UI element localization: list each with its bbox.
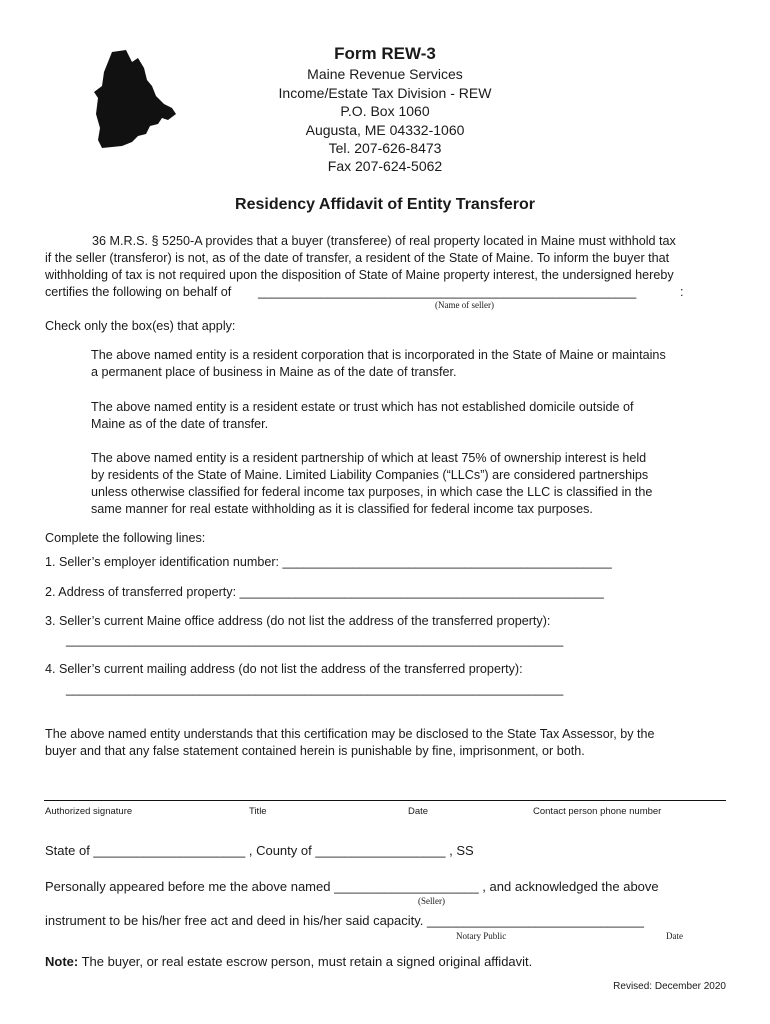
- signature-line[interactable]: [44, 800, 726, 801]
- agency-division: Income/Estate Tax Division - REW: [278, 85, 492, 101]
- option-partnership-line-4: same manner for real estate withholding as it is classified for federal income tax purposes.: [91, 502, 593, 516]
- option-corporation-line-1[interactable]: The above named entity is a resident corporation that is incorporated in the State of Maine or maintains: [91, 348, 666, 362]
- option-estate-line-2: Maine as of the date of transfer.: [91, 417, 269, 431]
- title-label: Title: [249, 806, 267, 817]
- office-address-field[interactable]: _______________________________________________________________________: [66, 633, 564, 647]
- mailing-address-field[interactable]: _______________________________________________________________________: [66, 682, 564, 696]
- note: [45, 954, 532, 969]
- intro-certify-text: certifies the following on behalf of: [45, 285, 232, 299]
- option-estate-line-1[interactable]: The above named entity is a resident estate or trust which has not established domicile outside of: [91, 400, 634, 414]
- agency-phone: Tel. 207-626-8473: [328, 140, 442, 156]
- notary-public-caption: Notary Public: [456, 931, 507, 941]
- agency-fax: Fax 207-624-5062: [327, 158, 443, 174]
- date-label: Date: [408, 806, 429, 817]
- intro-colon: :: [680, 285, 684, 299]
- mailing-address-label: 4. Seller’s current mailing address (do not list the address of the transferred property):: [45, 662, 523, 676]
- seller-name-caption: (Name of seller): [435, 300, 494, 310]
- agency-city: Augusta, ME 04332-1060: [305, 122, 465, 138]
- option-partnership-line-3: unless otherwise classified for federal income tax purposes, in which case the LLC is classified in the: [91, 485, 653, 499]
- check-prompt: Check only the box(es) that apply:: [45, 319, 236, 333]
- seller-name-field[interactable]: ______________________________________________________: [258, 285, 637, 299]
- state-county-line[interactable]: State of _____________________ , County of __________________ , SS: [45, 843, 474, 858]
- revised-date: Revised: December 2020: [613, 981, 726, 992]
- disclosure-line-2: buyer and that any false statement contained herein is punishable by fine, imprisonment, or both.: [45, 744, 585, 758]
- intro-line-1: 36 M.R.S. § 5250-A provides that a buyer (transferee) of real property located in Maine must withhold tax: [92, 234, 676, 248]
- appeared-line[interactable]: Personally appeared before me the above named ____________________ , and acknowledged the above: [45, 879, 659, 894]
- instrument-line[interactable]: instrument to be his/her free act and deed in his/her said capacity. ______________________________: [45, 913, 644, 928]
- disclosure-line-1: The above named entity understands that this certification may be disclosed to the State Tax Assessor, by the: [45, 727, 655, 741]
- note-label: Note:: [45, 954, 79, 969]
- affidavit-title: Residency Affidavit of Entity Transferor: [235, 196, 535, 213]
- authorized-signature-label: Authorized signature: [45, 806, 133, 817]
- form-title: Form REW-3: [334, 44, 436, 63]
- notary-date-caption: Date: [666, 931, 683, 941]
- property-address-field[interactable]: 2. Address of transferred property: ____________________________________________________: [45, 585, 604, 599]
- seller-caption: (Seller): [418, 896, 445, 906]
- phone-label: Contact person phone number: [533, 806, 662, 817]
- intro-line-3: withholding of tax is not required upon the disposition of State of Maine property interest, the undersigned hereby: [45, 268, 674, 282]
- option-corporation-line-2: a permanent place of business in Maine as of the date of transfer.: [91, 365, 457, 379]
- office-address-label: 3. Seller’s current Maine office address (do not list the address of the transferred property):: [45, 614, 551, 628]
- option-partnership-line-1[interactable]: The above named entity is a resident partnership of which at least 75% of ownership interest is held: [91, 451, 647, 465]
- note-text: The buyer, or real estate escrow person, must retain a signed original affidavit.: [78, 954, 533, 969]
- complete-prompt: Complete the following lines:: [45, 531, 206, 545]
- agency-po-box: P.O. Box 1060: [340, 103, 430, 119]
- agency-name: Maine Revenue Services: [307, 66, 463, 82]
- ein-field[interactable]: 1. Seller’s employer identification number: _______________________________________________: [45, 555, 612, 569]
- option-partnership-line-2: by residents of the State of Maine. Limited Liability Companies (“LLCs”) are considered partnerships: [91, 468, 649, 482]
- intro-line-2: if the seller (transferor) is not, as of the date of transfer, a resident of the State of Maine. To inform the buyer that: [45, 251, 670, 265]
